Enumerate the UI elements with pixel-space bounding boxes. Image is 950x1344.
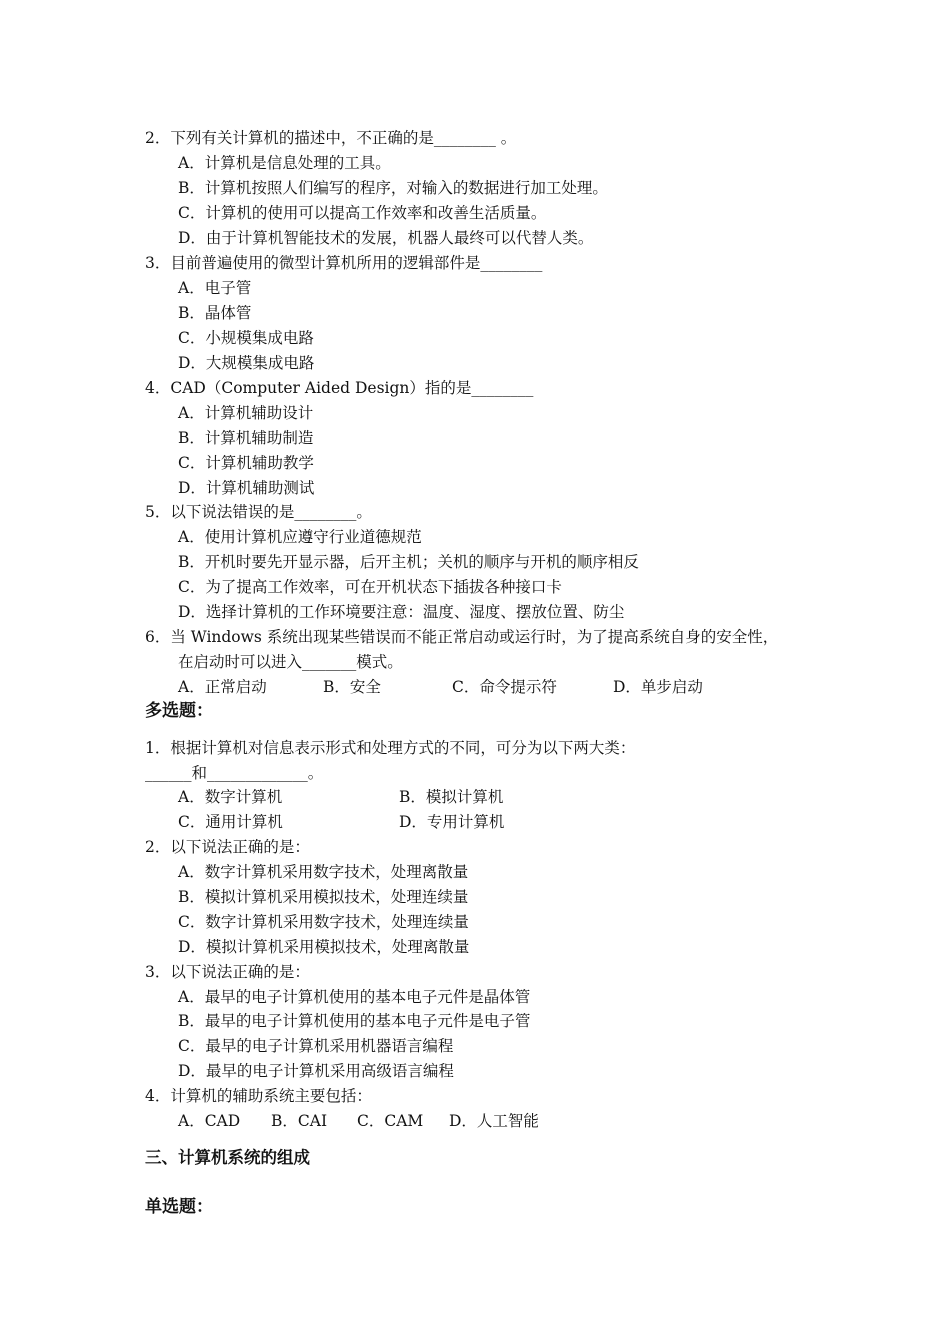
multi-question-1-option-b: B．模拟计算机 [399,788,504,806]
question-2-option-c: C．计算机的使用可以提高工作效率和改善生活质量。 [178,204,547,222]
question-3-option-b: B．晶体管 [178,304,252,322]
question-3-stem: 3．目前普遍使用的微型计算机所用的逻辑部件是________ [145,254,543,272]
multi-question-4-option-a: A．CAD [178,1112,241,1130]
question-5-option-d: D．选择计算机的工作环境要注意：温度、湿度、摆放位置、防尘 [178,603,625,621]
multi-question-3-stem: 3．以下说法正确的是： [145,963,310,981]
section-heading: 三、计算机系统的组成 [145,1148,310,1167]
multi-question-2-option-d: D．模拟计算机采用模拟技术，处理离散量 [178,938,470,956]
question-4-option-d: D．计算机辅助测试 [178,479,315,497]
multi-question-2-option-b: B．模拟计算机采用模拟技术，处理连续量 [178,888,469,906]
multi-question-3-option-d: D．最早的电子计算机采用高级语言编程 [178,1062,454,1080]
multi-question-2-option-a: A．数字计算机采用数字技术，处理离散量 [178,863,469,881]
multi-question-3-option-a: A．最早的电子计算机使用的基本电子元件是晶体管 [178,988,531,1006]
single-choice-heading: 单选题： [145,1197,213,1217]
question-2-stem: 2．下列有关计算机的描述中，不正确的是________ 。 [145,129,517,147]
question-5-option-b: B．开机时要先开显示器，后开主机；关机的顺序与开机的顺序相反 [178,553,639,571]
question-2-option-a: A．计算机是信息处理的工具。 [178,154,391,172]
question-6-option-d: D．单步启动 [613,678,703,696]
question-6-stem-line1: 6．当 Windows 系统出现某些错误而不能正常启动或运行时，为了提高系统自身的安全性， [145,628,779,646]
question-6-option-a: A．正常启动 [178,678,267,696]
multi-question-3-option-b: B．最早的电子计算机使用的基本电子元件是电子管 [178,1012,531,1030]
multi-question-1-stem-line2: ______和_____________。 [145,764,324,782]
question-2-option-d: D．由于计算机智能技术的发展，机器人最终可以代替人类。 [178,229,594,247]
multiple-choice-heading: 多选题： [145,701,213,721]
multi-question-1-option-d: D．专用计算机 [399,813,505,831]
question-4-option-c: C．计算机辅助教学 [178,454,314,472]
multi-question-4-option-c: C．CAM [357,1112,424,1130]
multi-question-3-option-c: C．最早的电子计算机采用机器语言编程 [178,1037,454,1055]
question-3-option-d: D．大规模集成电路 [178,354,315,372]
question-5-stem: 5．以下说法错误的是________。 [145,503,372,521]
multi-question-1-option-c: C．通用计算机 [178,813,283,831]
question-3-option-c: C．小规模集成电路 [178,329,314,347]
multi-question-2-option-c: C．数字计算机采用数字技术，处理连续量 [178,913,469,931]
question-6-stem-line2: 在启动时可以进入_______模式。 [178,653,403,671]
question-2-option-b: B．计算机按照人们编写的程序，对输入的数据进行加工处理。 [178,179,608,197]
question-5-option-a: A．使用计算机应遵守行业道德规范 [178,528,422,546]
multi-question-1-stem-line1: 1．根据计算机对信息表示形式和处理方式的不同，可分为以下两大类： [145,739,636,757]
question-5-option-c: C．为了提高工作效率，可在开机状态下插拔各种接口卡 [178,578,562,596]
question-4-option-b: B．计算机辅助制造 [178,429,314,447]
multi-question-1-option-a: A．数字计算机 [178,788,283,806]
question-3-option-a: A．电子管 [178,279,252,297]
question-6-option-b: B．安全 [323,678,381,696]
multi-question-4-option-b: B．CAI [271,1112,328,1130]
question-4-option-a: A．计算机辅助设计 [178,404,314,422]
question-4-stem: 4．CAD（Computer Aided Design）指的是________ [145,379,534,397]
multi-question-4-option-d: D．人工智能 [449,1112,539,1130]
question-6-option-c: C．命令提示符 [452,678,557,696]
multi-question-2-stem: 2．以下说法正确的是： [145,838,310,856]
multi-question-4-stem: 4．计算机的辅助系统主要包括： [145,1087,372,1105]
